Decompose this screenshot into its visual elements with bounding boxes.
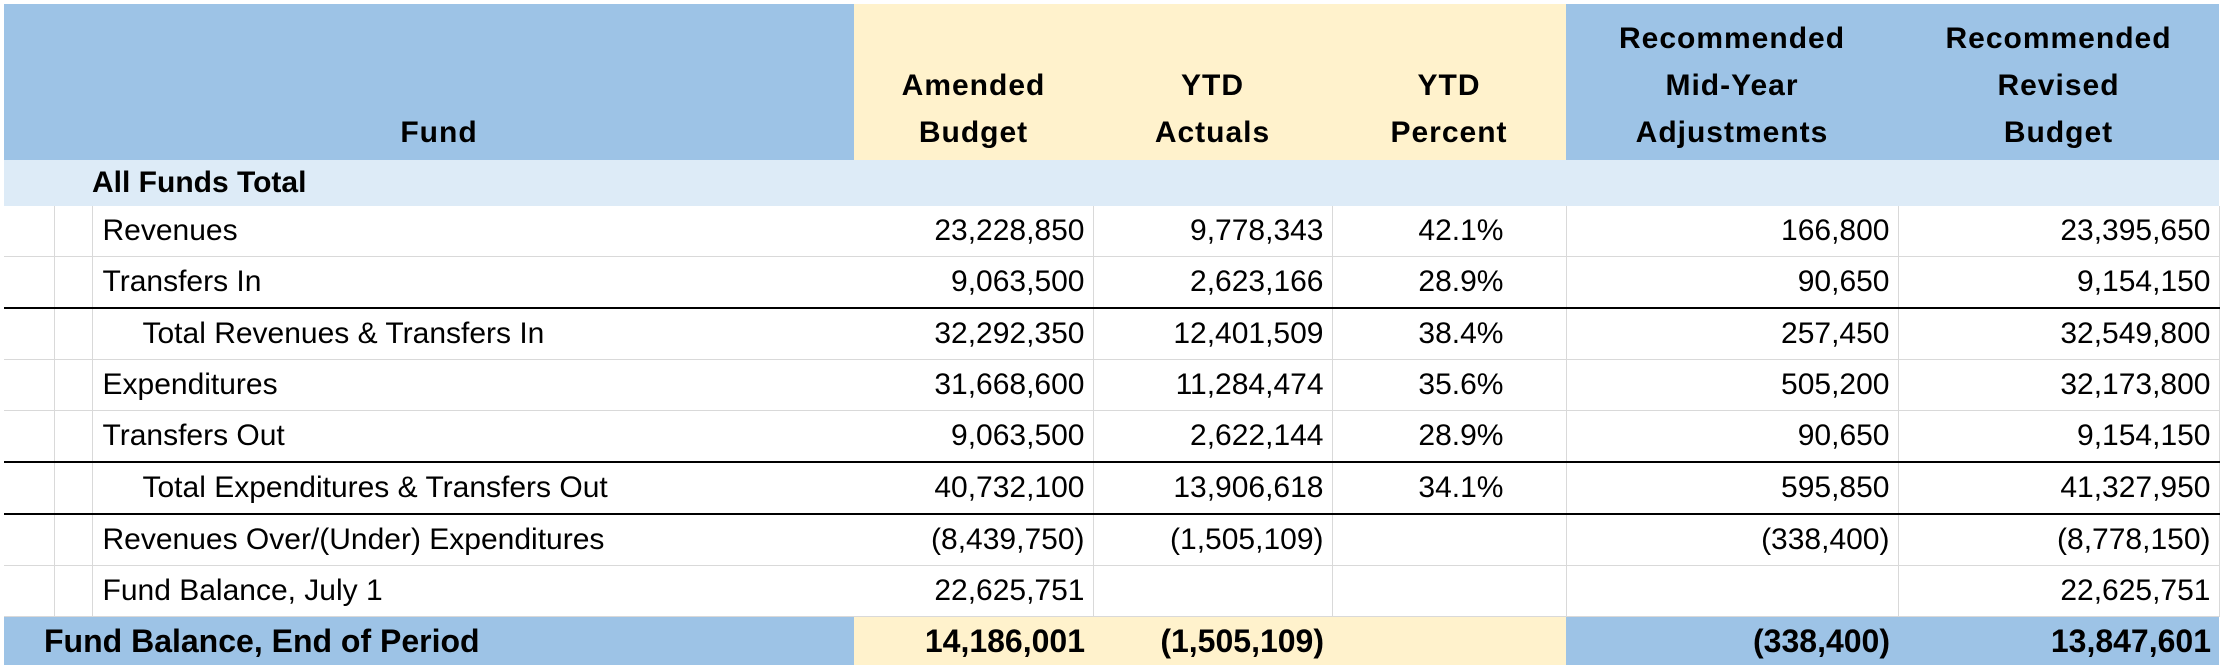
header-revised-line1: Recommended: [1898, 15, 2219, 62]
table-row: [4, 514, 2219, 566]
row-label: Transfers Out: [92, 411, 854, 463]
footer-row: [4, 617, 2219, 665]
ytd-percent-cell: 28.9%: [1332, 257, 1566, 309]
footer-ytd-actuals: (1,505,109): [1093, 617, 1332, 665]
header-revised-line2: Revised: [1898, 62, 2219, 109]
ytd-percent-cell: [1332, 566, 1566, 617]
header-adjust-line1: Recommended: [1566, 15, 1898, 62]
adjustments-cell: 505,200: [1566, 360, 1898, 411]
ytd-percent-cell: [1332, 514, 1566, 566]
amended-budget-cell: 22,625,751: [854, 566, 1093, 617]
footer-revised-budget: 13,847,601: [1898, 617, 2219, 665]
ytd-percent-cell: 38.4%: [1332, 308, 1566, 360]
header-ytd-percent: [1332, 4, 1566, 160]
amended-budget-cell: 9,063,500: [854, 257, 1093, 309]
header-row: [4, 4, 2219, 160]
table-row: [4, 566, 2219, 617]
footer-label: Fund Balance, End of Period: [4, 617, 854, 665]
table-row: [4, 360, 2219, 411]
footer-amended-budget: 14,186,001: [854, 617, 1093, 665]
ytd-percent-cell: 35.6%: [1332, 360, 1566, 411]
table-row: [4, 257, 2219, 309]
header-actuals-line2: Actuals: [1093, 109, 1332, 156]
adjustments-cell: 257,450: [1566, 308, 1898, 360]
fund-summary-table: [4, 4, 2220, 665]
ytd-actuals-cell: 12,401,509: [1093, 308, 1332, 360]
header-revised-line3: Budget: [1898, 109, 2219, 156]
header-amended-line2: Budget: [854, 109, 1093, 156]
table-row: [4, 308, 2219, 360]
row-label: Revenues Over/(Under) Expenditures: [92, 514, 854, 566]
ytd-actuals-cell: 11,284,474: [1093, 360, 1332, 411]
ytd-actuals-cell: 2,622,144: [1093, 411, 1332, 463]
revised-budget-cell: (8,778,150): [1898, 514, 2219, 566]
table-row: [4, 462, 2219, 514]
footer-adjustments: (338,400): [1566, 617, 1898, 665]
row-label: Expenditures: [92, 360, 854, 411]
header-fund: [4, 4, 854, 160]
adjustments-cell: 595,850: [1566, 462, 1898, 514]
footer-ytd-percent: [1332, 617, 1566, 665]
ytd-actuals-cell: [1093, 566, 1332, 617]
header-percent-line2: Percent: [1332, 109, 1566, 156]
ytd-actuals-cell: 13,906,618: [1093, 462, 1332, 514]
revised-budget-cell: 32,549,800: [1898, 308, 2219, 360]
revised-budget-cell: 9,154,150: [1898, 411, 2219, 463]
amended-budget-cell: 32,292,350: [854, 308, 1093, 360]
header-adjust-line3: Adjustments: [1566, 109, 1898, 156]
ytd-percent-cell: 34.1%: [1332, 462, 1566, 514]
row-label: Transfers In: [92, 257, 854, 309]
table-row: [4, 411, 2219, 463]
header-recommended-revised: [1898, 4, 2219, 160]
revised-budget-cell: 32,173,800: [1898, 360, 2219, 411]
ytd-actuals-cell: 2,623,166: [1093, 257, 1332, 309]
section-label: All Funds Total: [4, 160, 2219, 206]
adjustments-cell: [1566, 566, 1898, 617]
revised-budget-cell: 22,625,751: [1898, 566, 2219, 617]
header-recommended-adjustments: [1566, 4, 1898, 160]
header-adjust-line2: Mid-Year: [1566, 62, 1898, 109]
adjustments-cell: 90,650: [1566, 257, 1898, 309]
header-percent-line1: YTD: [1332, 62, 1566, 109]
ytd-actuals-cell: 9,778,343: [1093, 206, 1332, 257]
ytd-percent-cell: 28.9%: [1332, 411, 1566, 463]
amended-budget-cell: 40,732,100: [854, 462, 1093, 514]
row-label: Total Revenues & Transfers In: [92, 308, 854, 360]
ytd-actuals-cell: (1,505,109): [1093, 514, 1332, 566]
revised-budget-cell: 41,327,950: [1898, 462, 2219, 514]
adjustments-cell: 90,650: [1566, 411, 1898, 463]
revised-budget-cell: 23,395,650: [1898, 206, 2219, 257]
amended-budget-cell: (8,439,750): [854, 514, 1093, 566]
header-fund-label: Fund: [4, 109, 854, 156]
section-row: [4, 160, 2219, 206]
header-actuals-line1: YTD: [1093, 62, 1332, 109]
header-amended-line1: Amended: [854, 62, 1093, 109]
ytd-percent-cell: 42.1%: [1332, 206, 1566, 257]
adjustments-cell: 166,800: [1566, 206, 1898, 257]
row-label: Revenues: [92, 206, 854, 257]
row-label: Total Expenditures & Transfers Out: [92, 462, 854, 514]
table-row: [4, 206, 2219, 257]
header-amended-budget: [854, 4, 1093, 160]
adjustments-cell: (338,400): [1566, 514, 1898, 566]
amended-budget-cell: 31,668,600: [854, 360, 1093, 411]
row-label: Fund Balance, July 1: [92, 566, 854, 617]
amended-budget-cell: 23,228,850: [854, 206, 1093, 257]
revised-budget-cell: 9,154,150: [1898, 257, 2219, 309]
amended-budget-cell: 9,063,500: [854, 411, 1093, 463]
header-ytd-actuals: [1093, 4, 1332, 160]
